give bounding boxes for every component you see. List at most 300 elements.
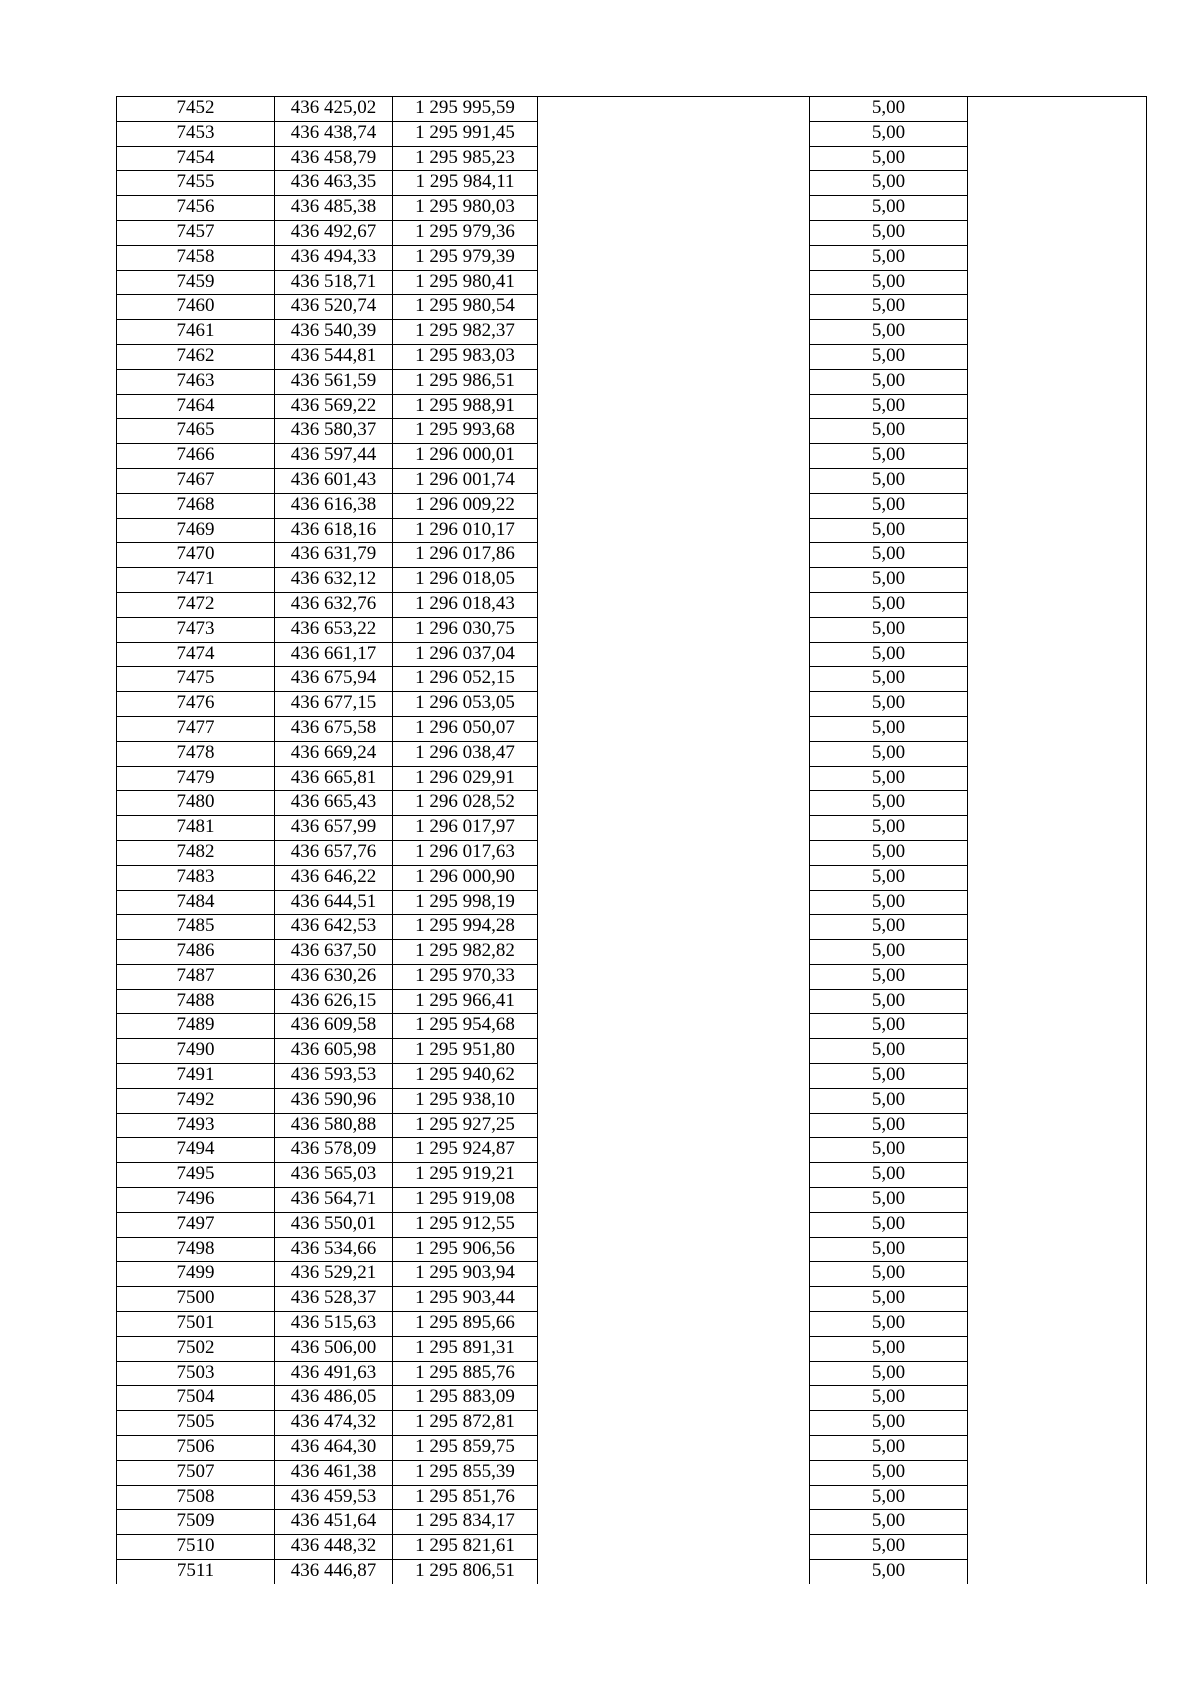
empty-cell [968, 493, 1147, 518]
accuracy-value-cell: 5,00 [810, 1237, 968, 1262]
y-coordinate-cell: 1 295 883,09 [393, 1386, 538, 1411]
point-number-cell: 7456 [117, 196, 275, 221]
empty-cell [968, 270, 1147, 295]
table-row [117, 121, 1147, 146]
table-row [117, 617, 1147, 642]
x-coordinate-cell: 436 632,76 [275, 592, 393, 617]
x-coordinate-cell: 436 665,81 [275, 766, 393, 791]
y-coordinate-cell: 1 295 938,10 [393, 1088, 538, 1113]
empty-cell [538, 1386, 810, 1411]
empty-cell [968, 667, 1147, 692]
empty-cell [968, 1039, 1147, 1064]
accuracy-value-cell: 5,00 [810, 543, 968, 568]
y-coordinate-cell: 1 296 028,52 [393, 791, 538, 816]
empty-cell [968, 940, 1147, 965]
empty-cell [538, 1188, 810, 1213]
empty-cell [538, 716, 810, 741]
y-coordinate-cell: 1 295 821,61 [393, 1535, 538, 1560]
y-coordinate-cell: 1 295 988,91 [393, 394, 538, 419]
accuracy-value-cell: 5,00 [810, 97, 968, 122]
y-coordinate-cell: 1 295 851,76 [393, 1485, 538, 1510]
accuracy-value-cell: 5,00 [810, 146, 968, 171]
accuracy-value-cell: 5,00 [810, 1163, 968, 1188]
accuracy-value-cell: 5,00 [810, 816, 968, 841]
empty-cell [968, 1237, 1147, 1262]
empty-cell [538, 816, 810, 841]
table-row [117, 543, 1147, 568]
point-number-cell: 7489 [117, 1014, 275, 1039]
table-row [117, 1436, 1147, 1461]
y-coordinate-cell: 1 296 018,43 [393, 592, 538, 617]
point-number-cell: 7460 [117, 295, 275, 320]
point-number-cell: 7488 [117, 989, 275, 1014]
empty-cell [538, 419, 810, 444]
empty-cell [538, 1312, 810, 1337]
table-row [117, 320, 1147, 345]
accuracy-value-cell: 5,00 [810, 568, 968, 593]
point-number-cell: 7478 [117, 741, 275, 766]
empty-cell [538, 543, 810, 568]
table-row [117, 1510, 1147, 1535]
empty-cell [538, 369, 810, 394]
empty-cell [968, 642, 1147, 667]
empty-cell [538, 617, 810, 642]
empty-cell [538, 592, 810, 617]
empty-cell [538, 1039, 810, 1064]
table-row [117, 518, 1147, 543]
accuracy-value-cell: 5,00 [810, 220, 968, 245]
accuracy-value-cell: 5,00 [810, 791, 968, 816]
empty-cell [968, 196, 1147, 221]
table-row [117, 890, 1147, 915]
x-coordinate-cell: 436 601,43 [275, 468, 393, 493]
x-coordinate-cell: 436 458,79 [275, 146, 393, 171]
x-coordinate-cell: 436 492,67 [275, 220, 393, 245]
y-coordinate-cell: 1 295 985,23 [393, 146, 538, 171]
table-row [117, 1287, 1147, 1312]
accuracy-value-cell: 5,00 [810, 196, 968, 221]
y-coordinate-cell: 1 296 050,07 [393, 716, 538, 741]
x-coordinate-cell: 436 569,22 [275, 394, 393, 419]
point-number-cell: 7474 [117, 642, 275, 667]
accuracy-value-cell: 5,00 [810, 915, 968, 940]
empty-cell [538, 1436, 810, 1461]
y-coordinate-cell: 1 295 984,11 [393, 171, 538, 196]
point-number-cell: 7499 [117, 1262, 275, 1287]
empty-cell [538, 97, 810, 122]
accuracy-value-cell: 5,00 [810, 890, 968, 915]
accuracy-value-cell: 5,00 [810, 1088, 968, 1113]
x-coordinate-cell: 436 632,12 [275, 568, 393, 593]
x-coordinate-cell: 436 448,32 [275, 1535, 393, 1560]
empty-cell [538, 1088, 810, 1113]
empty-cell [968, 468, 1147, 493]
empty-cell [538, 444, 810, 469]
x-coordinate-cell: 436 438,74 [275, 121, 393, 146]
y-coordinate-cell: 1 295 998,19 [393, 890, 538, 915]
coordinates-table-body [117, 97, 1147, 1584]
x-coordinate-cell: 436 506,00 [275, 1336, 393, 1361]
empty-cell [968, 1485, 1147, 1510]
accuracy-value-cell: 5,00 [810, 741, 968, 766]
empty-cell [968, 369, 1147, 394]
accuracy-value-cell: 5,00 [810, 692, 968, 717]
empty-cell [968, 518, 1147, 543]
y-coordinate-cell: 1 296 017,97 [393, 816, 538, 841]
x-coordinate-cell: 436 464,30 [275, 1436, 393, 1461]
empty-cell [968, 766, 1147, 791]
point-number-cell: 7506 [117, 1436, 275, 1461]
empty-cell [538, 964, 810, 989]
x-coordinate-cell: 436 677,15 [275, 692, 393, 717]
accuracy-value-cell: 5,00 [810, 369, 968, 394]
y-coordinate-cell: 1 295 954,68 [393, 1014, 538, 1039]
x-coordinate-cell: 436 451,64 [275, 1510, 393, 1535]
y-coordinate-cell: 1 295 991,45 [393, 121, 538, 146]
point-number-cell: 7472 [117, 592, 275, 617]
x-coordinate-cell: 436 463,35 [275, 171, 393, 196]
point-number-cell: 7490 [117, 1039, 275, 1064]
empty-cell [968, 617, 1147, 642]
empty-cell [538, 320, 810, 345]
y-coordinate-cell: 1 295 903,44 [393, 1287, 538, 1312]
empty-cell [968, 419, 1147, 444]
point-number-cell: 7491 [117, 1064, 275, 1089]
y-coordinate-cell: 1 296 030,75 [393, 617, 538, 642]
x-coordinate-cell: 436 528,37 [275, 1287, 393, 1312]
point-number-cell: 7468 [117, 493, 275, 518]
y-coordinate-cell: 1 295 979,39 [393, 245, 538, 270]
x-coordinate-cell: 436 578,09 [275, 1138, 393, 1163]
point-number-cell: 7509 [117, 1510, 275, 1535]
y-coordinate-cell: 1 295 903,94 [393, 1262, 538, 1287]
empty-cell [538, 1460, 810, 1485]
table-row [117, 667, 1147, 692]
y-coordinate-cell: 1 295 995,59 [393, 97, 538, 122]
accuracy-value-cell: 5,00 [810, 940, 968, 965]
table-row [117, 1014, 1147, 1039]
x-coordinate-cell: 436 609,58 [275, 1014, 393, 1039]
empty-cell [538, 791, 810, 816]
table-row [117, 1535, 1147, 1560]
empty-cell [538, 940, 810, 965]
table-row [117, 493, 1147, 518]
point-number-cell: 7508 [117, 1485, 275, 1510]
empty-cell [538, 394, 810, 419]
empty-cell [538, 1163, 810, 1188]
table-row [117, 1237, 1147, 1262]
x-coordinate-cell: 436 630,26 [275, 964, 393, 989]
table-row [117, 592, 1147, 617]
x-coordinate-cell: 436 520,74 [275, 295, 393, 320]
x-coordinate-cell: 436 515,63 [275, 1312, 393, 1337]
point-number-cell: 7462 [117, 344, 275, 369]
y-coordinate-cell: 1 295 855,39 [393, 1460, 538, 1485]
empty-cell [968, 320, 1147, 345]
accuracy-value-cell: 5,00 [810, 1386, 968, 1411]
empty-cell [538, 1510, 810, 1535]
y-coordinate-cell: 1 295 993,68 [393, 419, 538, 444]
x-coordinate-cell: 436 486,05 [275, 1386, 393, 1411]
y-coordinate-cell: 1 296 017,86 [393, 543, 538, 568]
point-number-cell: 7469 [117, 518, 275, 543]
empty-cell [538, 1064, 810, 1089]
empty-cell [968, 444, 1147, 469]
y-coordinate-cell: 1 296 010,17 [393, 518, 538, 543]
table-row [117, 1460, 1147, 1485]
x-coordinate-cell: 436 540,39 [275, 320, 393, 345]
empty-cell [538, 642, 810, 667]
empty-cell [968, 1113, 1147, 1138]
table-row [117, 1336, 1147, 1361]
y-coordinate-cell: 1 296 052,15 [393, 667, 538, 692]
point-number-cell: 7471 [117, 568, 275, 593]
accuracy-value-cell: 5,00 [810, 1138, 968, 1163]
empty-cell [538, 518, 810, 543]
accuracy-value-cell: 5,00 [810, 766, 968, 791]
point-number-cell: 7470 [117, 543, 275, 568]
y-coordinate-cell: 1 296 000,90 [393, 865, 538, 890]
x-coordinate-cell: 436 642,53 [275, 915, 393, 940]
table-row [117, 1188, 1147, 1213]
y-coordinate-cell: 1 295 806,51 [393, 1560, 538, 1584]
x-coordinate-cell: 436 564,71 [275, 1188, 393, 1213]
empty-cell [968, 543, 1147, 568]
table-row [117, 964, 1147, 989]
empty-cell [968, 816, 1147, 841]
y-coordinate-cell: 1 295 885,76 [393, 1361, 538, 1386]
table-row [117, 245, 1147, 270]
accuracy-value-cell: 5,00 [810, 989, 968, 1014]
point-number-cell: 7453 [117, 121, 275, 146]
x-coordinate-cell: 436 657,99 [275, 816, 393, 841]
point-number-cell: 7492 [117, 1088, 275, 1113]
x-coordinate-cell: 436 618,16 [275, 518, 393, 543]
empty-cell [538, 840, 810, 865]
point-number-cell: 7479 [117, 766, 275, 791]
accuracy-value-cell: 5,00 [810, 840, 968, 865]
empty-cell [538, 1535, 810, 1560]
x-coordinate-cell: 436 637,50 [275, 940, 393, 965]
empty-cell [538, 344, 810, 369]
empty-cell [968, 1212, 1147, 1237]
y-coordinate-cell: 1 295 872,81 [393, 1411, 538, 1436]
accuracy-value-cell: 5,00 [810, 444, 968, 469]
y-coordinate-cell: 1 295 927,25 [393, 1113, 538, 1138]
empty-cell [538, 468, 810, 493]
x-coordinate-cell: 436 669,24 [275, 741, 393, 766]
x-coordinate-cell: 436 494,33 [275, 245, 393, 270]
empty-cell [538, 196, 810, 221]
accuracy-value-cell: 5,00 [810, 493, 968, 518]
empty-cell [968, 1535, 1147, 1560]
x-coordinate-cell: 436 561,59 [275, 369, 393, 394]
empty-cell [538, 220, 810, 245]
accuracy-value-cell: 5,00 [810, 394, 968, 419]
point-number-cell: 7500 [117, 1287, 275, 1312]
table-row [117, 989, 1147, 1014]
table-row [117, 468, 1147, 493]
table-row [117, 865, 1147, 890]
y-coordinate-cell: 1 295 891,31 [393, 1336, 538, 1361]
accuracy-value-cell: 5,00 [810, 1460, 968, 1485]
y-coordinate-cell: 1 296 038,47 [393, 741, 538, 766]
point-number-cell: 7497 [117, 1212, 275, 1237]
empty-cell [968, 890, 1147, 915]
y-coordinate-cell: 1 295 924,87 [393, 1138, 538, 1163]
accuracy-value-cell: 5,00 [810, 1336, 968, 1361]
empty-cell [968, 1361, 1147, 1386]
y-coordinate-cell: 1 295 980,54 [393, 295, 538, 320]
empty-cell [538, 1485, 810, 1510]
accuracy-value-cell: 5,00 [810, 716, 968, 741]
x-coordinate-cell: 436 461,38 [275, 1460, 393, 1485]
accuracy-value-cell: 5,00 [810, 1064, 968, 1089]
empty-cell [968, 1287, 1147, 1312]
table-row [117, 940, 1147, 965]
x-coordinate-cell: 436 653,22 [275, 617, 393, 642]
y-coordinate-cell: 1 295 983,03 [393, 344, 538, 369]
empty-cell [538, 1287, 810, 1312]
point-number-cell: 7481 [117, 816, 275, 841]
point-number-cell: 7486 [117, 940, 275, 965]
table-row [117, 1138, 1147, 1163]
empty-cell [968, 1336, 1147, 1361]
empty-cell [968, 1510, 1147, 1535]
empty-cell [968, 1312, 1147, 1337]
point-number-cell: 7476 [117, 692, 275, 717]
empty-cell [538, 890, 810, 915]
x-coordinate-cell: 436 675,58 [275, 716, 393, 741]
empty-cell [968, 121, 1147, 146]
empty-cell [968, 245, 1147, 270]
accuracy-value-cell: 5,00 [810, 642, 968, 667]
accuracy-value-cell: 5,00 [810, 1262, 968, 1287]
table-row [117, 791, 1147, 816]
table-row [117, 741, 1147, 766]
x-coordinate-cell: 436 631,79 [275, 543, 393, 568]
accuracy-value-cell: 5,00 [810, 344, 968, 369]
table-row [117, 692, 1147, 717]
y-coordinate-cell: 1 296 053,05 [393, 692, 538, 717]
point-number-cell: 7466 [117, 444, 275, 469]
table-row [117, 295, 1147, 320]
empty-cell [538, 865, 810, 890]
empty-cell [538, 1361, 810, 1386]
table-row [117, 1560, 1147, 1584]
empty-cell [538, 1237, 810, 1262]
y-coordinate-cell: 1 295 966,41 [393, 989, 538, 1014]
y-coordinate-cell: 1 295 919,21 [393, 1163, 538, 1188]
point-number-cell: 7467 [117, 468, 275, 493]
empty-cell [968, 1262, 1147, 1287]
accuracy-value-cell: 5,00 [810, 865, 968, 890]
table-row [117, 171, 1147, 196]
empty-cell [538, 741, 810, 766]
table-row [117, 1039, 1147, 1064]
x-coordinate-cell: 436 605,98 [275, 1039, 393, 1064]
empty-cell [538, 1014, 810, 1039]
empty-cell [968, 344, 1147, 369]
empty-cell [538, 146, 810, 171]
point-number-cell: 7485 [117, 915, 275, 940]
empty-cell [538, 568, 810, 593]
coordinates-table [116, 96, 1147, 1584]
point-number-cell: 7475 [117, 667, 275, 692]
point-number-cell: 7496 [117, 1188, 275, 1213]
point-number-cell: 7482 [117, 840, 275, 865]
accuracy-value-cell: 5,00 [810, 270, 968, 295]
y-coordinate-cell: 1 295 980,03 [393, 196, 538, 221]
table-row [117, 220, 1147, 245]
table-row [117, 146, 1147, 171]
accuracy-value-cell: 5,00 [810, 1485, 968, 1510]
x-coordinate-cell: 436 644,51 [275, 890, 393, 915]
accuracy-value-cell: 5,00 [810, 320, 968, 345]
empty-cell [538, 692, 810, 717]
accuracy-value-cell: 5,00 [810, 1113, 968, 1138]
x-coordinate-cell: 436 518,71 [275, 270, 393, 295]
empty-cell [538, 493, 810, 518]
y-coordinate-cell: 1 295 834,17 [393, 1510, 538, 1535]
y-coordinate-cell: 1 296 037,04 [393, 642, 538, 667]
accuracy-value-cell: 5,00 [810, 617, 968, 642]
point-number-cell: 7461 [117, 320, 275, 345]
accuracy-value-cell: 5,00 [810, 1312, 968, 1337]
point-number-cell: 7504 [117, 1386, 275, 1411]
y-coordinate-cell: 1 295 919,08 [393, 1188, 538, 1213]
accuracy-value-cell: 5,00 [810, 1535, 968, 1560]
x-coordinate-cell: 436 565,03 [275, 1163, 393, 1188]
x-coordinate-cell: 436 665,43 [275, 791, 393, 816]
x-coordinate-cell: 436 550,01 [275, 1212, 393, 1237]
x-coordinate-cell: 436 597,44 [275, 444, 393, 469]
table-row [117, 1386, 1147, 1411]
x-coordinate-cell: 436 491,63 [275, 1361, 393, 1386]
point-number-cell: 7498 [117, 1237, 275, 1262]
empty-cell [538, 1262, 810, 1287]
table-row [117, 444, 1147, 469]
x-coordinate-cell: 436 544,81 [275, 344, 393, 369]
x-coordinate-cell: 436 534,66 [275, 1237, 393, 1262]
table-row [117, 419, 1147, 444]
point-number-cell: 7505 [117, 1411, 275, 1436]
point-number-cell: 7487 [117, 964, 275, 989]
empty-cell [968, 741, 1147, 766]
table-row [117, 766, 1147, 791]
table-row [117, 369, 1147, 394]
point-number-cell: 7501 [117, 1312, 275, 1337]
point-number-cell: 7452 [117, 97, 275, 122]
point-number-cell: 7477 [117, 716, 275, 741]
point-number-cell: 7507 [117, 1460, 275, 1485]
point-number-cell: 7457 [117, 220, 275, 245]
empty-cell [538, 989, 810, 1014]
y-coordinate-cell: 1 295 994,28 [393, 915, 538, 940]
point-number-cell: 7459 [117, 270, 275, 295]
y-coordinate-cell: 1 295 859,75 [393, 1436, 538, 1461]
empty-cell [538, 1212, 810, 1237]
empty-cell [538, 245, 810, 270]
empty-cell [968, 915, 1147, 940]
point-number-cell: 7464 [117, 394, 275, 419]
point-number-cell: 7454 [117, 146, 275, 171]
point-number-cell: 7480 [117, 791, 275, 816]
empty-cell [538, 121, 810, 146]
point-number-cell: 7510 [117, 1535, 275, 1560]
empty-cell [968, 692, 1147, 717]
empty-cell [968, 1411, 1147, 1436]
